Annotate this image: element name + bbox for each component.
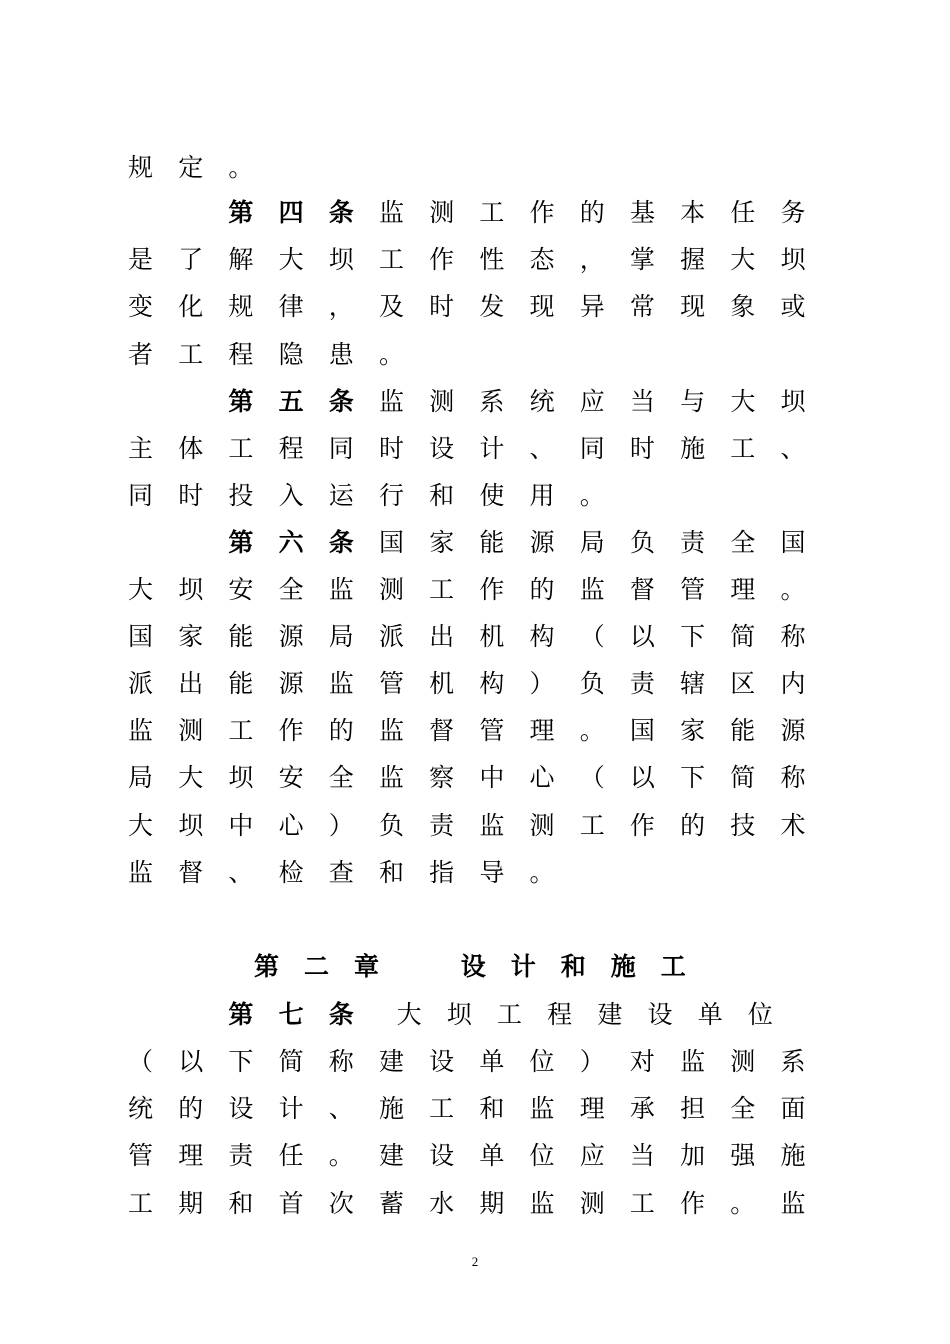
text-segment: （ 以 下 简 称 建 设 单 位 ） 对 监 测 系 (128, 1047, 806, 1076)
body-line (128, 476, 818, 516)
page-number: 2 (471, 1254, 479, 1269)
text-segment: 大 坝 工 程 建 设 单 位 (396, 1000, 773, 1029)
body2-line (128, 1136, 818, 1176)
text-segment: 国 家 能 源 局 负 责 全 国 (379, 528, 806, 557)
body-line (128, 664, 818, 704)
body-line (128, 853, 818, 893)
text-segment: 者 工 程 隐 患 。 (128, 340, 404, 369)
text-segment: 国 家 能 源 局 派 出 机 构 （ 以 下 简 称 (128, 622, 806, 651)
text-segment: 是 了 解 大 坝 工 作 性 态 ， 掌 握 大 坝 (128, 245, 806, 274)
body-line (128, 148, 818, 188)
body-line (128, 240, 818, 280)
body2-line (128, 1089, 818, 1129)
body2-line (128, 995, 818, 1035)
body-line (128, 287, 818, 327)
body-line (128, 429, 818, 469)
article-heading: 第 四 条 (228, 198, 354, 227)
text-segment: 局 大 坝 安 全 监 察 中 心 （ 以 下 简 称 (128, 763, 806, 792)
text-segment: 工 期 和 首 次 蓄 水 期 监 测 工 作 。 监 (128, 1189, 806, 1218)
body-line (128, 617, 818, 657)
text-segment: 统 的 设 计 、 施 工 和 监 理 承 担 全 面 (128, 1094, 806, 1123)
body-line (128, 382, 818, 422)
text-segment: 派 出 能 源 监 管 机 构 ） 负 责 辖 区 内 (128, 669, 806, 698)
body2-line (128, 1184, 818, 1224)
body-line (128, 711, 818, 751)
chapter-number: 第 二 章 (254, 952, 380, 981)
body-line (128, 806, 818, 846)
body-line (128, 335, 818, 375)
text-segment: 大 坝 中 心 ） 负 责 监 测 工 作 的 技 术 (128, 811, 806, 840)
body-line (128, 523, 818, 563)
text-segment: 监 督 、 检 查 和 指 导 。 (128, 858, 555, 887)
text-segment: 变 化 规 律 ， 及 时 发 现 异 常 现 象 或 (128, 292, 806, 321)
body-line (128, 570, 818, 610)
text-segment: 监 测 系 统 应 当 与 大 坝 (379, 387, 806, 416)
chapter-title: 设 计 和 施 工 (460, 952, 686, 981)
body2-line (128, 1042, 818, 1082)
article-heading: 第 七 条 (228, 1000, 354, 1029)
article-heading: 第 六 条 (228, 528, 354, 557)
chapter-heading (254, 947, 711, 987)
article-heading: 第 五 条 (228, 387, 354, 416)
text-segment: 同 时 投 入 运 行 和 使 用 。 (128, 481, 605, 510)
text-segment: 规 定 。 (128, 153, 254, 182)
body-line (128, 758, 818, 798)
text-segment: 监 测 工 作 的 基 本 任 务 (379, 198, 806, 227)
text-segment: 大 坝 安 全 监 测 工 作 的 监 督 管 理 。 (128, 575, 806, 604)
text-segment: 管 理 责 任 。 建 设 单 位 应 当 加 强 施 (128, 1141, 806, 1170)
body-line (128, 193, 818, 233)
text-segment: 主 体 工 程 同 时 设 计 、 同 时 施 工 、 (128, 434, 806, 463)
text-segment: 监 测 工 作 的 监 督 管 理 。 国 家 能 源 (128, 716, 806, 745)
